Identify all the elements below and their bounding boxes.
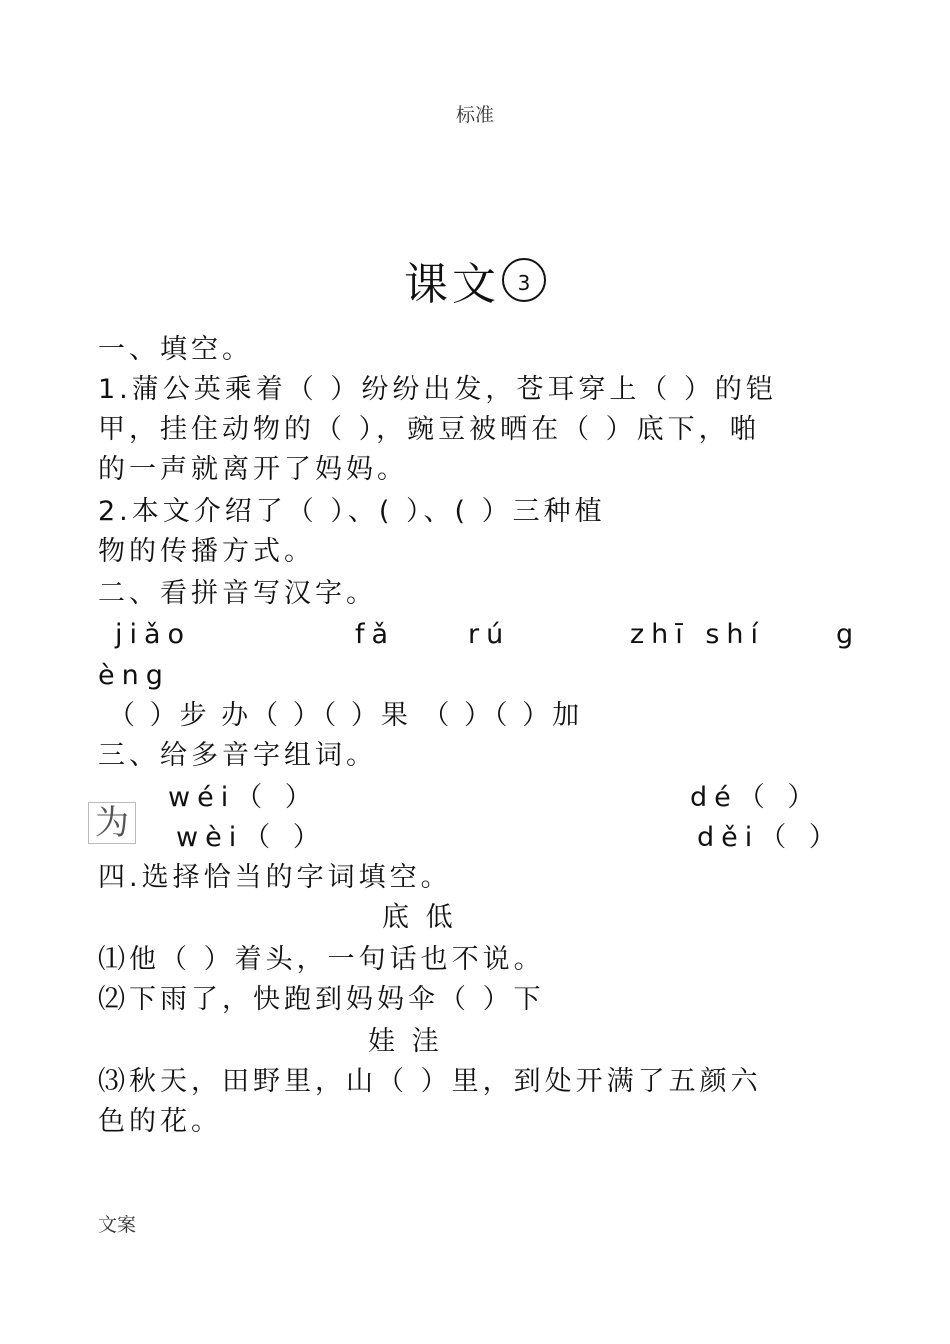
pinyin-eng: èng [98, 660, 170, 691]
q1-line-3: 的一声就离开了妈妈。 [98, 454, 408, 485]
item-1: ⑴他（ ）着头，一句话也不说。 [98, 944, 545, 975]
choice-row-1: 底 低 [382, 902, 457, 933]
pinyin-blanks-row: （ ）步 办（ ）（ ）果 （ ）（ ）加 [108, 700, 583, 731]
item-3-line-2: 色的花。 [98, 1106, 222, 1137]
pinyin-zhishi: zhī shí [630, 619, 766, 650]
choice-row-2: 娃 洼 [368, 1026, 443, 1057]
pinyin-g: g [836, 619, 861, 650]
lesson-title [0, 248, 950, 312]
polyphone-wei2: wéi（ ） [168, 782, 319, 813]
q1-line-1: 1.蒲公英乘着（ ）纷纷出发，苍耳穿上（ ）的铠 [98, 374, 777, 405]
q2-line-2: 物的传播方式。 [98, 536, 315, 567]
section-2-heading: 二、看拼音写汉字。 [98, 578, 377, 609]
title-circled-number: 3 [502, 258, 546, 302]
polyphone-de2: dé（ ） [690, 782, 822, 813]
pinyin-ru: rú [468, 619, 511, 650]
polyphone-wei4: wèi（ ） [176, 822, 327, 853]
polyphone-dei3: děi（ ） [697, 822, 843, 853]
title-text: 课文 [404, 259, 500, 310]
page-header: 标准 [455, 104, 494, 126]
section-1-heading: 一、填空。 [98, 334, 253, 365]
pinyin-fa: fǎ [355, 619, 396, 650]
pinyin-jiao: jiǎo [115, 619, 192, 650]
item-3-line-1: ⑶秋天，田野里，山（ ）里，到处开满了五颜六 [98, 1066, 762, 1097]
section-4-heading: 四.选择恰当的字词填空。 [98, 862, 452, 893]
q1-line-2: 甲，挂住动物的（ ），豌豆被晒在（ ）底下，啪 [98, 414, 761, 445]
q2-line-1: 2.本文介绍了（ ）、( ）、( ）三种植 [98, 496, 606, 527]
section-3-heading: 三、给多音字组词。 [98, 740, 377, 771]
item-2: ⑵下雨了，快跑到妈妈伞（ ）下 [98, 984, 545, 1015]
polyphone-character: 为 [88, 802, 136, 844]
page-footer: 文案 [98, 1214, 137, 1236]
